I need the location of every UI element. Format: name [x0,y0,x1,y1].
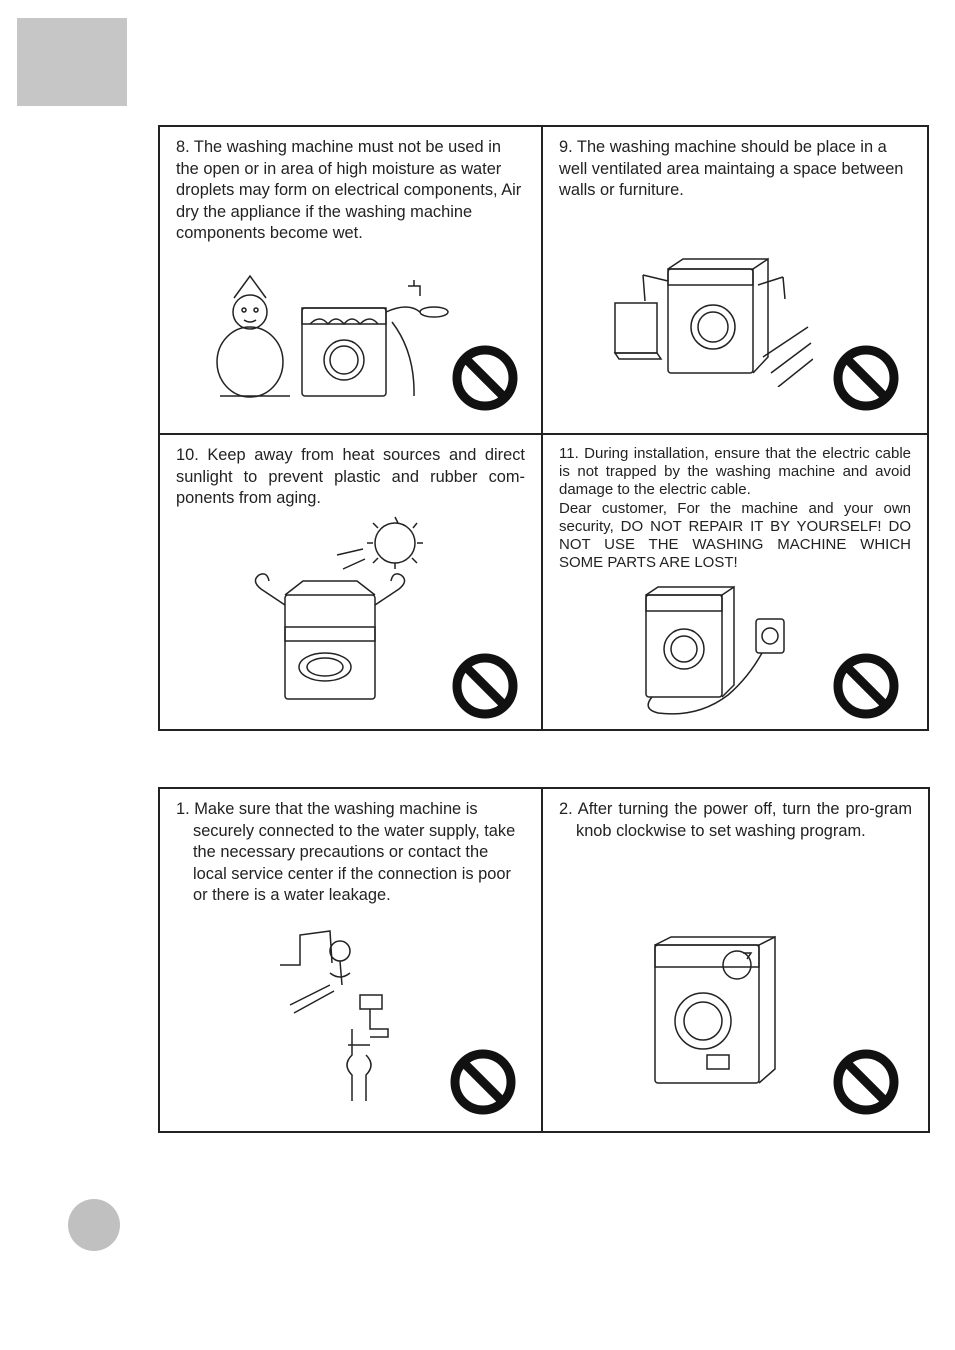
prohibited-icon [450,1049,516,1115]
warning-panel-11 [543,435,927,729]
warning-text: 10. Keep away from heat sources and direct sunlight to prevent plastic and rubber com-ponents from aging. [176,446,525,508]
warning-text [559,445,911,572]
instruction-text: 2. After turning the power off, turn the pro-gram knob clockwise to set washing program. [559,800,912,840]
operation-instructions-grid [158,787,930,1133]
section-tab [17,18,127,106]
program-knob-washer-illustration [643,929,783,1089]
ventilated-washer-illustration [613,247,813,387]
prohibited-icon [452,653,518,719]
prohibited-icon [833,653,899,719]
warning-text: 9. The washing machine should be place in a well ventilated area maintaing a space between walls or furniture. [559,138,904,200]
text-line: 11. During installation, ensure that the electric cable is not trapped by the washing machine and avoid damage to the electric cable. [559,445,911,499]
trapped-cable-washer-illustration [638,583,798,723]
prohibited-icon [452,345,518,411]
warning-panel-8 [160,127,543,435]
instruction-panel-2 [543,789,928,1131]
warning-panel-9 [543,127,927,435]
warning-panel-10 [160,435,543,729]
warning-text: 8. The washing machine must not be used in the open or in area of high moisture as water droplets may form on electrical components, Air dry the appliance if the washing machine components become wet. [176,138,522,243]
sun-heat-washer-illustration [245,515,445,705]
text-line: Dear customer, For the machine and your own security, DO NOT REPAIR IT BY YOURSELF! DO NOT USE THE WASHING MACHINE WHICH SOME PARTS ARE LOST! [559,499,911,572]
water-tap-connection-illustration [270,925,410,1105]
prohibited-icon [833,1049,899,1115]
page-number-dot [68,1199,120,1251]
instruction-panel-1 [160,789,543,1131]
safety-warnings-grid [158,125,929,731]
snowman-washer-illustration [210,272,450,402]
prohibited-icon [833,345,899,411]
instruction-text: 1. Make sure that the washing machine is securely connected to the water supply, take the necessary precautions or contact the local service center if the connection is poor or there is a water leakage. [176,800,516,905]
